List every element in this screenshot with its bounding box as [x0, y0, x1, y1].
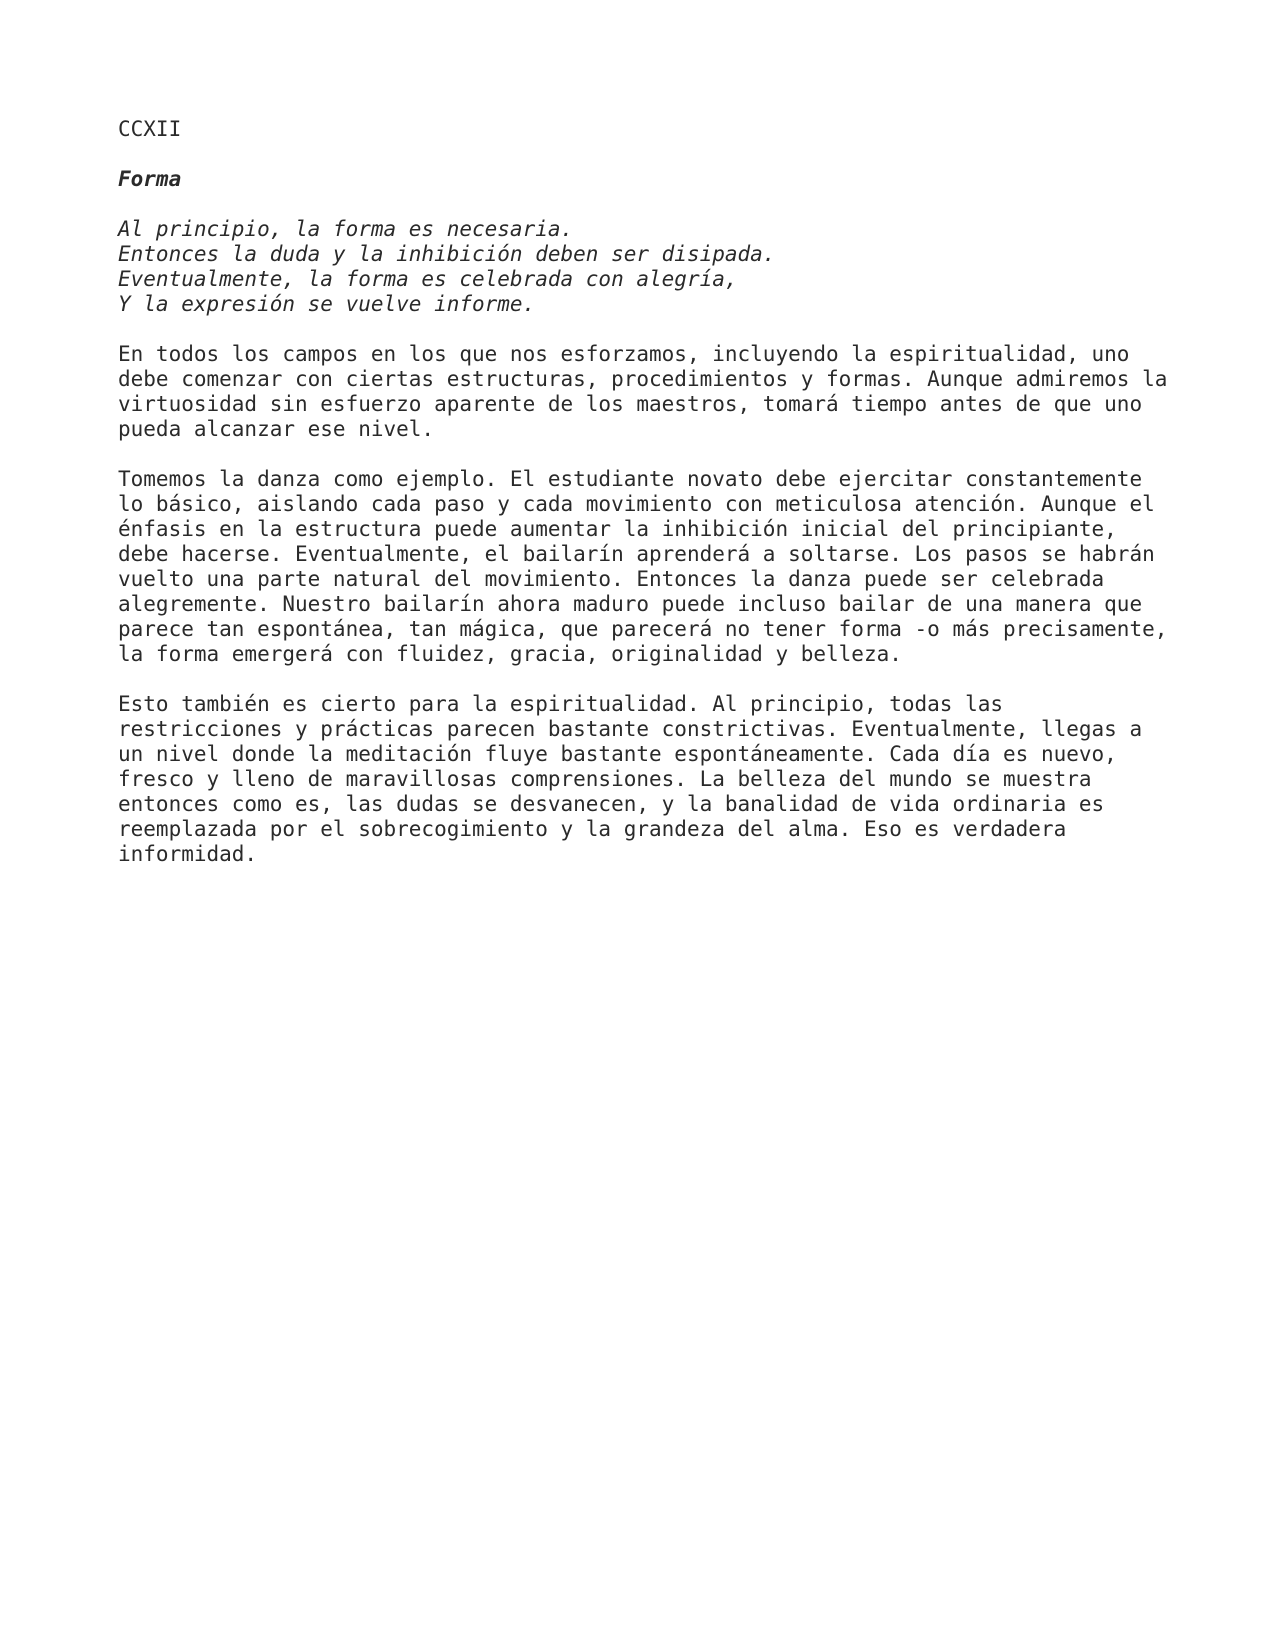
chapter-title: Forma [118, 167, 182, 191]
text-line: un nivel donde la meditación fluye bastante espontáneamente. Cada día es nuevo, [118, 742, 1117, 766]
poem-line: Y la expresión se vuelve informe. [118, 292, 536, 316]
text-line: En todos los campos en los que nos esforzamos, incluyendo la espiritualidad, uno [118, 342, 1130, 366]
poem-line: Eventualmente, la forma es celebrada con alegría, [118, 267, 738, 291]
document-body [118, 117, 1218, 892]
chapter-numeral: CCXII [118, 117, 182, 141]
text-line: énfasis en la estructura puede aumentar la inhibición inicial del principiante, [118, 517, 1117, 541]
text-line: parece tan espontánea, tan mágica, que parecerá no tener forma -o más precisamente, [118, 617, 1168, 641]
poem-stanza [118, 217, 1218, 317]
text-line: la forma emergerá con fluidez, gracia, originalidad y belleza. [118, 642, 902, 666]
text-line: entonces como es, las dudas se desvanecen, y la banalidad de vida ordinaria es [118, 792, 1105, 816]
text-line: alegremente. Nuestro bailarín ahora maduro puede incluso bailar de una manera que [118, 592, 1143, 616]
text-line: informidad. [118, 842, 258, 866]
text-line: debe comenzar con ciertas estructuras, procedimientos y formas. Aunque admiremos la [118, 367, 1168, 391]
text-line: pueda alcanzar ese nivel. [118, 417, 435, 441]
text-line: restricciones y prácticas parecen bastante constrictivas. Eventualmente, llegas a [118, 717, 1143, 741]
text-line: vuelto una parte natural del movimiento. Entonces la danza puede ser celebrada [118, 567, 1105, 591]
paragraph-2 [118, 467, 1218, 667]
text-line: fresco y lleno de maravillosas comprensiones. La belleza del mundo se muestra [118, 767, 1092, 791]
text-line: debe hacerse. Eventualmente, el bailarín aprenderá a soltarse. Los pasos se habrán [118, 542, 1155, 566]
text-line: Esto también es cierto para la espiritualidad. Al principio, todas las [118, 692, 1004, 716]
poem-line: Al principio, la forma es necesaria. [118, 217, 574, 241]
text-line: lo básico, aislando cada paso y cada movimiento con meticulosa atención. Aunque el [118, 492, 1155, 516]
paragraph-3 [118, 692, 1218, 867]
text-line: reemplazada por el sobrecogimiento y la grandeza del alma. Eso es verdadera [118, 817, 1067, 841]
paragraph-1 [118, 342, 1218, 442]
poem-line: Entonces la duda y la inhibición deben ser disipada. [118, 242, 776, 266]
text-line: virtuosidad sin esfuerzo aparente de los maestros, tomará tiempo antes de que uno [118, 392, 1143, 416]
text-line: Tomemos la danza como ejemplo. El estudiante novato debe ejercitar constantemente [118, 467, 1143, 491]
